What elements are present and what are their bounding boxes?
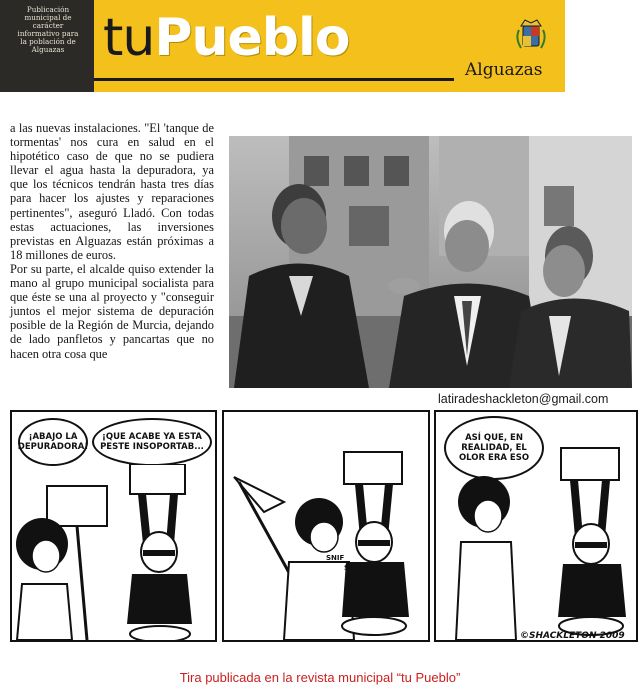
masthead-blurb: Publicación municipal de carácter informativo para la población de Alguazas xyxy=(17,5,79,54)
article-column xyxy=(10,121,214,361)
article-paragraph-2: Por su parte, el alcalde quiso extender la mano al grupo municipal socialista para que éste se una al proyecto y "conseguir juntos el mejor sistema de depuración posible de la Región de Murcia, dejando de lado panfletos y pancartas que no hacen otra cosa que xyxy=(10,261,214,361)
comic-panel-3-drawing xyxy=(436,412,636,640)
bleed-through-texture xyxy=(225,100,640,136)
speech-bubble-peste: ¡QUE ACABE YA ESTA PESTE INSOPORTAB... xyxy=(92,418,212,466)
speech-bubble-olor: ASÍ QUE, EN REALIDAD, EL OLOR ERA ESO xyxy=(444,416,544,480)
article-photo xyxy=(229,136,632,388)
masthead-blurb-box xyxy=(0,0,94,92)
coat-of-arms-icon xyxy=(511,16,551,56)
comic-panel-3 xyxy=(434,410,638,642)
comic-signature: ©SHACKLETON 2009 xyxy=(520,631,625,641)
comic-panel-1 xyxy=(10,410,217,642)
comic-strip xyxy=(10,410,638,648)
speech-bubble-abajo: ¡ABAJO LA DEPURADORA! xyxy=(18,418,88,466)
sfx-snif-2: SNIF xyxy=(344,564,363,572)
masthead-rule xyxy=(94,78,454,81)
masthead-title xyxy=(103,8,350,68)
contact-email: latiradeshackleton@gmail.com xyxy=(438,392,609,406)
masthead-title-pueblo: Pueblo xyxy=(154,8,350,68)
caption: Tira publicada en la revista municipal “tu Pueblo” xyxy=(179,670,461,685)
comic-panel-1-drawing xyxy=(12,464,215,640)
masthead xyxy=(0,0,565,92)
sfx-snif-1: SNIF xyxy=(326,554,345,562)
article-paragraph-1: a las nuevas instalaciones. "El 'tanque de tormentas' nos cura en salud en el hipotético caso de que no se pudiera llevar el agua hasta la depuradora, ya que los técnicos tendrán hasta tres días para hacer los ajustes y reparaciones pertinentes", aseguró Lladó. Con todas estas actuaciones, las inversiones previstas en Alguazas están próximas a 18 millones de euros. xyxy=(10,121,214,262)
comic-panel-2 xyxy=(222,410,430,642)
comic-panel-2-drawing xyxy=(224,412,428,640)
photo-three-men-illustration xyxy=(229,136,632,388)
masthead-town: Alguazas xyxy=(465,60,543,80)
masthead-title-tu: tu xyxy=(103,8,155,68)
